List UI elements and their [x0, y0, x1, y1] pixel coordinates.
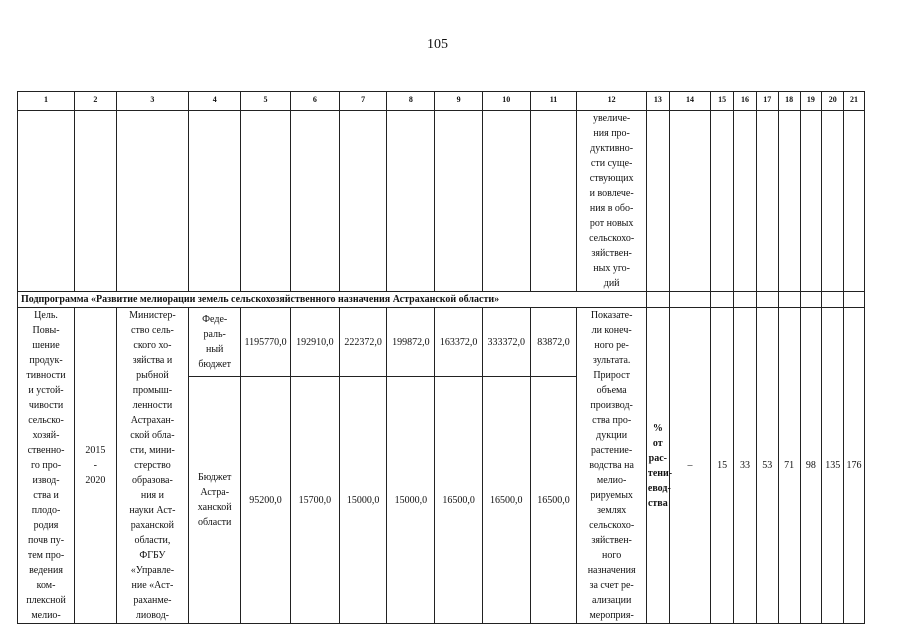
header-cell: 3: [116, 92, 189, 111]
subprogram-title: Подпрограмма «Развитие мелиорации земель сельскохозяйственного назначения Астраханской области»: [18, 292, 647, 308]
funding-value: 199872,0: [387, 308, 435, 377]
header-cell: 18: [778, 92, 800, 111]
header-cell: 1: [18, 92, 75, 111]
header-cell: 15: [711, 92, 734, 111]
funding-value: 1195770,0: [241, 308, 291, 377]
header-cell: 2: [75, 92, 117, 111]
funding-value: 16500,0: [435, 377, 483, 624]
header-cell: 17: [756, 92, 778, 111]
year-value: 71: [778, 308, 800, 624]
funding-value: 16500,0: [482, 377, 530, 624]
executors-cell: Министер- ство сель- ского хо- зяйства и рыбной промыш- ленности Астрахан- ской обла- сти, мини- стерство образова- ния и науки Аст- раханской области, ФГБУ «Управле- ние «Аст- раханме- лиовод-: [116, 308, 189, 624]
funding-value: 15000,0: [339, 377, 387, 624]
funding-value: 15000,0: [387, 377, 435, 624]
indicator-cell: Показате- ли конеч- ного ре- зультата. Прирост объема производ- ства про- дукции растение- водства на мелио- рируемых землях сельскохо- зяйствен- ного назначения за счет ре- ализации мероприя-: [577, 308, 647, 624]
header-cell: 13: [646, 92, 669, 111]
funding-value: 163372,0: [435, 308, 483, 377]
header-cell: 10: [482, 92, 530, 111]
page-number: 105: [427, 37, 448, 52]
header-cell: 14: [669, 92, 711, 111]
funding-value: 83872,0: [530, 308, 577, 377]
subprogram-row: [18, 292, 865, 308]
funding-value: 222372,0: [339, 308, 387, 377]
year-value: 98: [800, 308, 822, 624]
year-value: 176: [844, 308, 865, 624]
header-cell: 5: [241, 92, 291, 111]
year-value: 33: [734, 308, 757, 624]
table-row: [18, 308, 865, 377]
header-cell: 12: [577, 92, 647, 111]
header-cell: 20: [822, 92, 844, 111]
header-cell: 8: [387, 92, 435, 111]
year-value: 53: [756, 308, 778, 624]
funding-value: 95200,0: [241, 377, 291, 624]
header-cell: 21: [844, 92, 865, 111]
program-table: [17, 91, 865, 624]
header-cell: 19: [800, 92, 822, 111]
header-cell: 16: [734, 92, 757, 111]
header-cell: 7: [339, 92, 387, 111]
funding-source-federal: Феде- раль- ный бюджет: [189, 308, 241, 377]
base-value-cell: –: [669, 308, 711, 624]
funding-source-regional: Бюджет Астра- ханской области: [189, 377, 241, 624]
header-cell: 11: [530, 92, 577, 111]
year-value: 135: [822, 308, 844, 624]
year-value: 15: [711, 308, 734, 624]
header-row: [18, 92, 865, 111]
continuation-row: [18, 111, 865, 292]
funding-value: 15700,0: [290, 377, 339, 624]
header-cell: 4: [189, 92, 241, 111]
header-cell: 6: [290, 92, 339, 111]
funding-value: 16500,0: [530, 377, 577, 624]
continued-indicator-text: увеличе- ния про- дуктивно- сти суще- ствующих и вовлече- ния в обо- рот новых сельскохо- зяйствен- ных уго- дий: [577, 111, 647, 292]
funding-value: 333372,0: [482, 308, 530, 377]
period-cell: 2015 - 2020: [75, 308, 117, 624]
header-cell: 9: [435, 92, 483, 111]
goal-cell: Цель. Повы- шение продук- тивности и устой- чивости сельско- хозяй- ственно- го про- извод- ства и плодо- родия почв пу- тем про- ведения ком- плексной мелио-: [18, 308, 75, 624]
unit-cell: % от рас- тени- евод- ства: [646, 308, 669, 624]
funding-value: 192910,0: [290, 308, 339, 377]
